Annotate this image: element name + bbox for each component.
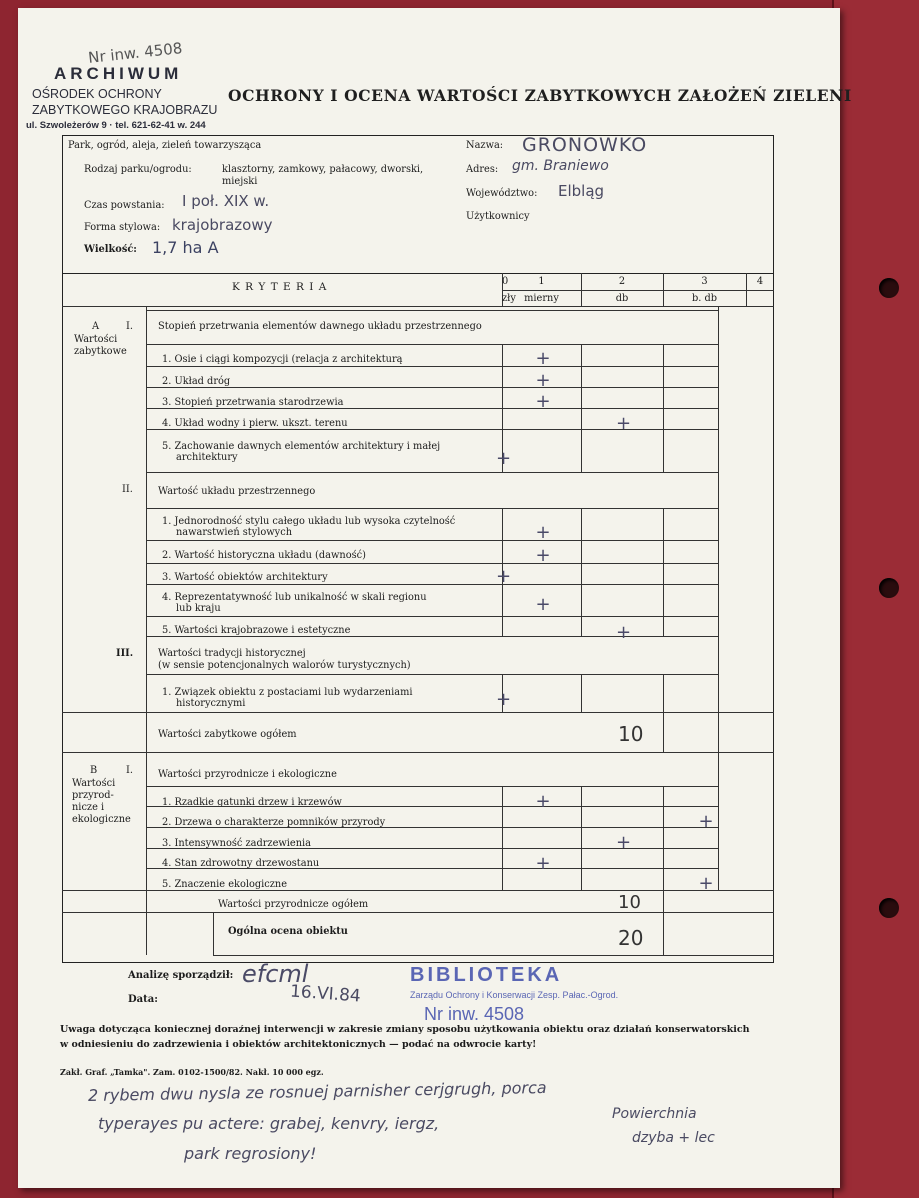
grid-line bbox=[146, 310, 718, 311]
grid-line bbox=[581, 508, 582, 636]
score-number: 2 bbox=[618, 276, 626, 287]
inventory-note: Nr inw. 4508 bbox=[87, 39, 184, 67]
grid-line bbox=[146, 306, 147, 955]
library-stamp-sub: Zarządu Ochrony i Konserwacji Zesp. Pałac.-Ogrod. bbox=[410, 990, 619, 1000]
archive-stamp-line: ARCHIWUM bbox=[54, 64, 183, 83]
tick-mark: + bbox=[535, 348, 551, 369]
handwritten-note: 2 rybem dwu nysla ze rosnuej parnisher cerjgrugh, porca bbox=[87, 1077, 547, 1106]
group-b-title: Wartości przyrodnicze i ekologiczne bbox=[158, 769, 337, 780]
library-inv: Nr inw. 4508 bbox=[424, 1004, 525, 1024]
group-3-title: Wartości tradycji historycznej bbox=[158, 648, 306, 659]
grid-line bbox=[146, 472, 718, 473]
form-title: OCHRONY I OCENA WARTOŚCI ZABYTKOWYCH ZAŁOŻEŃ ZIELENI bbox=[228, 86, 852, 105]
archive-stamp-line: ZABYTKOWEGO KRAJOBRAZU bbox=[32, 103, 218, 117]
grid-line bbox=[146, 387, 718, 388]
tick-mark: + bbox=[496, 566, 512, 587]
archive-stamp-line: ul. Szwoleżerów 9 · tel. 621-62-41 w. 244 bbox=[26, 120, 206, 131]
grid-line bbox=[502, 786, 503, 890]
park-subtype-label: Rodzaj parku/ogrodu: bbox=[84, 164, 192, 175]
criterion-item: 4. Stan zdrowotny drzewostanu bbox=[162, 858, 320, 869]
criterion-item: historycznymi bbox=[176, 698, 246, 709]
handwritten-note: typerayes pu actere: grabej, kenvry, iergz, bbox=[98, 1114, 440, 1133]
grid-line bbox=[146, 806, 718, 807]
tick-mark: + bbox=[535, 370, 551, 391]
grid-line bbox=[146, 868, 718, 869]
tick-mark: + bbox=[496, 689, 512, 710]
group-3-subtitle: (w sensie potencjonalnych walorów turystycznych) bbox=[158, 660, 411, 671]
group-1-title: Stopień przetrwania elementów dawnego układu przestrzennego bbox=[158, 321, 482, 332]
grid-line bbox=[146, 429, 718, 430]
tick-mark: + bbox=[616, 413, 632, 434]
tick-mark: + bbox=[496, 448, 512, 469]
date-value: 16.VI.84 bbox=[289, 981, 362, 1007]
criterion-item: 5. Wartości krajobrazowe i estetyczne bbox=[162, 625, 351, 636]
tick-mark: + bbox=[698, 873, 714, 894]
grid-line bbox=[146, 540, 718, 541]
grid-line bbox=[146, 508, 718, 509]
grid-line bbox=[62, 306, 774, 307]
tick-mark: + bbox=[535, 594, 551, 615]
archive-stamp-line: OŚRODEK OCHRONY bbox=[32, 87, 162, 101]
criterion-item: 4. Układ wodny i pierw. ukszt. terenu bbox=[162, 418, 348, 429]
section-b-code: B bbox=[90, 765, 98, 776]
criterion-item: 4. Reprezentatywność lub unikalność w skali regionu bbox=[162, 592, 427, 603]
punch-hole bbox=[879, 898, 899, 918]
score-number: 3 bbox=[701, 276, 708, 287]
grid-line bbox=[663, 674, 664, 712]
criterion-item: 1. Rzadkie gatunki drzew i krzewów bbox=[162, 797, 342, 808]
grid-line bbox=[663, 344, 664, 472]
grid-line bbox=[718, 306, 719, 890]
grid-line bbox=[146, 563, 718, 564]
folder-cover bbox=[832, 0, 919, 1198]
size-label: Wielkość: bbox=[84, 244, 137, 255]
criterion-item: 1. Związek obiektu z postaciami lub wydarzeniami bbox=[162, 687, 413, 698]
criterion-item: nawarstwień stylowych bbox=[176, 527, 293, 538]
criterion-item: 5. Zachowanie dawnych elementów architektury i małej bbox=[162, 441, 441, 452]
voivodeship-value: Elbląg bbox=[558, 182, 605, 200]
grid-line bbox=[581, 674, 582, 712]
tick-mark: + bbox=[535, 791, 551, 812]
grid-line bbox=[146, 366, 718, 367]
origin-label: Czas powstania: bbox=[84, 200, 165, 211]
criterion-item: 3. Intensywność zadrzewienia bbox=[162, 838, 311, 849]
criterion-item: 5. Znaczenie ekologiczne bbox=[162, 879, 288, 890]
grid-line bbox=[62, 712, 774, 713]
grid-line bbox=[146, 848, 718, 849]
park-type-label: Park, ogród, aleja, zieleń towarzysząca bbox=[68, 140, 262, 151]
tick-mark: + bbox=[535, 391, 551, 412]
size-value: 1,7 ha A bbox=[152, 238, 219, 257]
score-label: b. db bbox=[691, 293, 718, 304]
grid-line bbox=[146, 890, 147, 912]
score-number: 1 bbox=[538, 276, 545, 287]
print-info: Zakł. Graf. „Tamka". Zam. 0102-1500/82. Nakł. 10 000 egz. bbox=[60, 1067, 324, 1077]
grid-line bbox=[663, 912, 664, 955]
roman-3: III. bbox=[116, 648, 134, 659]
grid-line bbox=[581, 344, 582, 472]
tick-mark: + bbox=[535, 522, 551, 543]
criterion-item: 2. Drzewa o charakterze pomników przyrody bbox=[162, 817, 386, 828]
grid-line bbox=[502, 290, 774, 291]
grid-line bbox=[213, 955, 774, 956]
section-b-name: Wartości przyrod- nicze i ekologiczne bbox=[72, 778, 131, 825]
criterion-item: 2. Wartość historyczna układu (dawność) bbox=[162, 550, 366, 561]
style-label: Forma stylowa: bbox=[84, 222, 161, 233]
grid-line bbox=[62, 752, 774, 753]
criterion-item: 3. Stopień przetrwania starodrzewia bbox=[162, 397, 344, 408]
grid-line bbox=[146, 786, 718, 787]
grid-line bbox=[663, 786, 664, 890]
tick-mark: + bbox=[616, 832, 632, 853]
style-value: krajobrazowy bbox=[172, 216, 273, 234]
total-b-label: Wartości przyrodnicze ogółem bbox=[218, 899, 369, 910]
total-a-value: 10 bbox=[618, 722, 644, 746]
name-value: GRONOWKO bbox=[522, 134, 648, 156]
total-a-label: Wartości zabytkowe ogółem bbox=[158, 729, 297, 740]
section-a-name: Wartości zabytkowe bbox=[74, 334, 127, 357]
address-value: gm. Braniewo bbox=[512, 158, 609, 174]
address-label: Adres: bbox=[466, 164, 499, 175]
grid-line bbox=[146, 344, 718, 345]
intervention-note: Uwaga dotycząca koniecznej doraźnej interwencji w zakresie zmiany sposobu użytkowania obiektu oraz działań konserwatorskich bbox=[60, 1024, 750, 1035]
total-b-value: 10 bbox=[618, 892, 641, 913]
handwritten-signature: dzyba + lec bbox=[632, 1130, 715, 1146]
grid-line bbox=[146, 408, 718, 409]
criterion-item: 2. Układ dróg bbox=[162, 376, 231, 387]
park-subtype-options: klasztorny, zamkowy, pałacowy, dworski, bbox=[222, 164, 424, 175]
score-label: db bbox=[615, 293, 629, 304]
tick-mark: + bbox=[535, 545, 551, 566]
tick-mark: + bbox=[698, 811, 714, 832]
score-label: mierny bbox=[524, 293, 559, 304]
criterion-item: architektury bbox=[176, 452, 238, 463]
origin-value: I poł. XIX w. bbox=[182, 192, 270, 210]
grid-line bbox=[146, 674, 718, 675]
name-label: Nazwa: bbox=[466, 140, 504, 151]
grid-line bbox=[62, 890, 774, 891]
roman-2: II. bbox=[122, 484, 133, 495]
analysis-signature: efcml bbox=[242, 960, 309, 988]
criterion-item: 1. Osie i ciągi kompozycji (relacja z architekturą bbox=[162, 354, 403, 365]
grid-line bbox=[146, 636, 718, 637]
section-b-roman: I. bbox=[126, 765, 133, 776]
overall-value: 20 bbox=[618, 926, 644, 950]
voivodeship-label: Województwo: bbox=[466, 188, 538, 199]
group-2-title: Wartość układu przestrzennego bbox=[158, 486, 316, 497]
overall-label: Ogólna ocena obiektu bbox=[228, 926, 348, 937]
park-subtype-options: miejski bbox=[222, 176, 258, 187]
library-stamp: BIBLIOTEKA bbox=[410, 964, 563, 986]
date-label: Data: bbox=[128, 994, 158, 1005]
grid-line bbox=[146, 584, 718, 585]
handwritten-signature: Powierchnia bbox=[612, 1106, 697, 1122]
analysis-label: Analizę sporządził: bbox=[128, 970, 234, 981]
handwritten-note: park regrosiony! bbox=[184, 1144, 317, 1163]
document-sheet: Nr inw. 4508 ARCHIWUM OŚRODEK OCHRONY ZABYTKOWEGO KRAJOBRAZU ul. Szwoleżerów 9 · tel. 621-62-41 w. 244 OCHRONY I OCENA WARTOŚCI ZABYTKOWYCH ZAŁOŻEŃ ZIELENI Park, ogród, aleja, zieleń towarzysząca Rodzaj parku/ogrodu: klasztorny, zamkowy, pałacowy, dworski, miejski Czas powstania: I poł. XIX w. Forma stylowa: krajobrazowy Wielkość: 1,7 ha A Nazwa: GRONOWKO Adres: gm. Braniewo Województwo: Elbląg Użytkownicy K R Y T E R I A A I. Wartości zabytkowe Stopień przetrwania elementów dawnego układu przestrzennego 1. Osie i ciągi kompozycji (relacja z architekturą 2. Układ dróg 3. Stopień przetrwania starodrzewia 4. Układ wodny i pierw. ukszt. terenu 5. Zachowanie dawnych elementów architektury i małej architektury II. Wartość układu przestrzennego 1. Jednorodność stylu całego układu lub wysoka czytelność nawarstwień stylowych 2. Wartość historyczna układu (dawność) 3. Wartość obiektów architektury 4. Reprezentatywność lub unikalność w skali regionu lub kraju 5. Wartości krajobrazowe i estetyczne III. Wartości tradycji historycznej (w sensie potencjonalnych walorów turystycznych) 1. Związek obiektu z postaciami lub wydarzeniami historycznymi Wartości zabytkowe ogółem 10 B I. Wartości przyrod- nicze i ekologiczne Wartości przyrodnicze i ekologiczne 1. Rzadkie gatunki drzew i krzewów 2. Drzewa o charakterze pomników przyrody 3. Intensywność zadrzewienia 4. Stan zdrowotny drzewostanu 5. Znaczenie ekologiczne Wartości przyrodnicze ogółem 10 Ogólna ocena obiektu 20 Analizę sporządził: efcml Data: 16.VI.84 BIBLIOTEKA Zarządu Ochrony i Konserwacji Zesp. Pałac.-Ogrod. Nr inw. 4508 Uwaga dotycząca koniecznej doraźnej interwencji w zakresie zmiany sposobu użytkowania obiektu oraz działań konserwatorskich w odniesieniu do zadrzewienia i obiektów architektonicznych — podać na odwrocie karty! Zakł. Graf. „Tamka". Zam. 0102-1500/82. Nakł. 10 000 egz. 2 rybem dwu nysla ze rosnuej parnisher cerjgrugh, porca typerayes pu actere: grabej, kenvry, iergz, park regrosiony! Powierchnia dzyba + lec 0 zły 1 mierny 2 db 3 b. db 4 + + + + + + + + + + + + + + + + bbox=[18, 8, 840, 1188]
grid-line bbox=[213, 912, 214, 955]
section-a-code: A bbox=[92, 321, 100, 332]
grid-line bbox=[62, 912, 774, 913]
users-label: Użytkownicy bbox=[466, 211, 530, 222]
grid-line bbox=[146, 827, 718, 828]
criterion-item: 1. Jednorodność stylu całego układu lub wysoka czytelność bbox=[162, 516, 456, 527]
grid-line bbox=[146, 616, 718, 617]
criterion-item: 3. Wartość obiektów architektury bbox=[162, 572, 328, 583]
criterion-item: lub kraju bbox=[176, 603, 221, 614]
grid-line bbox=[663, 890, 664, 912]
grid-line bbox=[663, 508, 664, 636]
score-number: 4 bbox=[756, 276, 764, 287]
intervention-note: w odniesieniu do zadrzewienia i obiektów architektonicznych — podać na odwrocie karty! bbox=[60, 1039, 537, 1050]
punch-hole bbox=[879, 278, 899, 298]
punch-hole bbox=[879, 578, 899, 598]
grid-line bbox=[581, 786, 582, 890]
grid-line bbox=[663, 712, 664, 752]
criteria-header: K R Y T E R I A bbox=[232, 281, 328, 293]
section-a-roman: I. bbox=[126, 321, 133, 332]
tick-mark: + bbox=[535, 853, 551, 874]
tick-mark: + bbox=[616, 622, 632, 643]
